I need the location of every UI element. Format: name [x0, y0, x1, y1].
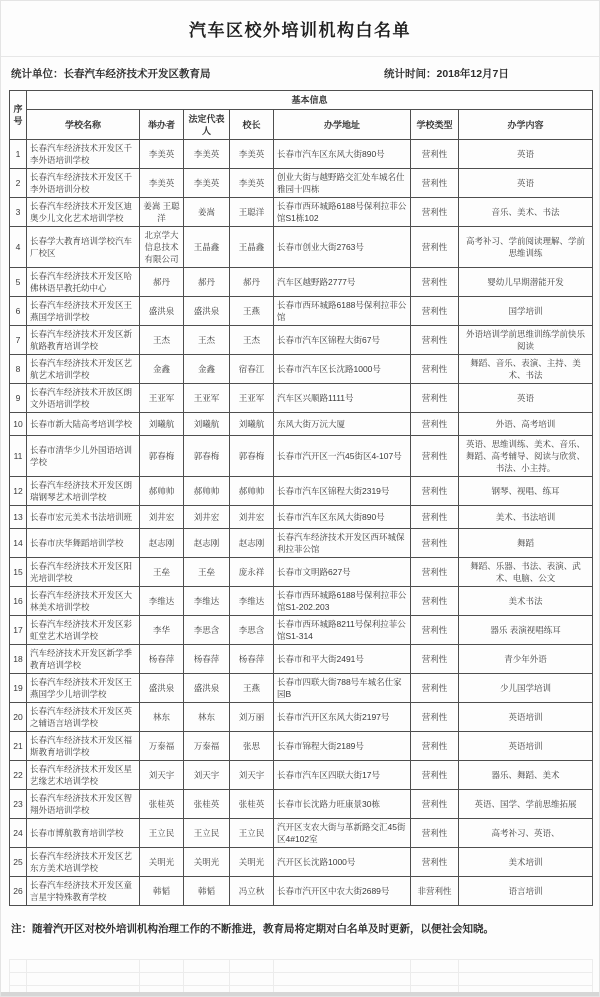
cell-legal-representative: 王垒 — [184, 558, 230, 587]
column-header-school-name: 学校名称 — [27, 110, 140, 140]
cell-principal: 刘井宏 — [230, 506, 274, 529]
cell-school-name: 长春汽车经济技术开放区朗文外语培训学校 — [27, 384, 140, 413]
cell-legal-representative: 关明光 — [184, 848, 230, 877]
cell-school-type: 营利性 — [411, 529, 459, 558]
cell-school-type: 营利性 — [411, 674, 459, 703]
cell-education-content: 英语培训 — [459, 732, 593, 761]
empty-cell — [184, 960, 230, 973]
cell-school-name: 长春汽车经济技术开发区王燕国学培训学校 — [27, 297, 140, 326]
cell-organizer: 郝丹 — [140, 268, 184, 297]
table-row — [10, 268, 593, 297]
cell-no: 18 — [10, 645, 27, 674]
cell-legal-representative: 盛洪泉 — [184, 297, 230, 326]
cell-education-content: 婴幼儿早期潜能开发 — [459, 268, 593, 297]
cell-school-type: 营利性 — [411, 819, 459, 848]
cell-no: 3 — [10, 198, 27, 227]
cell-school-type: 营利性 — [411, 297, 459, 326]
cell-address: 长春市汽车区锦程大街67号 — [274, 326, 411, 355]
cell-organizer: 王杰 — [140, 326, 184, 355]
cell-school-name: 长春汽车经济技术开发区智翔外语培训学校 — [27, 790, 140, 819]
cell-principal: 李美英 — [230, 140, 274, 169]
cell-principal: 王立民 — [230, 819, 274, 848]
cell-school-type: 营利性 — [411, 384, 459, 413]
cell-education-content: 英语、国学、学前思维拓展 — [459, 790, 593, 819]
table-row — [10, 877, 593, 906]
table-row — [10, 732, 593, 761]
cell-school-name: 长春汽车经济技术开发区大林美术培训学校 — [27, 587, 140, 616]
cell-address: 长春市西环城路6188号保利拉菲公馆S1-202.203 — [274, 587, 411, 616]
column-header-principal: 校长 — [230, 110, 274, 140]
table-row — [10, 477, 593, 506]
empty-cell — [27, 960, 140, 973]
cell-no: 15 — [10, 558, 27, 587]
cell-school-type: 营利性 — [411, 268, 459, 297]
cell-school-name: 长春市新大陆高考培训学校 — [27, 413, 140, 436]
table-row — [10, 506, 593, 529]
cell-address: 长春市汽车区四联大街17号 — [274, 761, 411, 790]
cell-school-type: 非营利性 — [411, 877, 459, 906]
cell-education-content: 英语 — [459, 384, 593, 413]
cell-no: 1 — [10, 140, 27, 169]
table-row — [10, 645, 593, 674]
cell-address: 汽开区长沈路1000号 — [274, 848, 411, 877]
cell-address: 长春市四联大街788号车城名仕家园B — [274, 674, 411, 703]
cell-school-name: 长春汽车经济技术开发区哈佛林语早教托幼中心 — [27, 268, 140, 297]
cell-no: 22 — [10, 761, 27, 790]
cell-principal: 刘万丽 — [230, 703, 274, 732]
cell-education-content: 少儿国学培训 — [459, 674, 593, 703]
cell-address: 长春市汽车区东风大街890号 — [274, 140, 411, 169]
cell-address: 长春市汽车区锦程大街2319号 — [274, 477, 411, 506]
empty-cell — [184, 973, 230, 986]
cell-school-name: 长春市清华少儿外国语培训学校 — [27, 436, 140, 477]
cell-school-name: 长春市博航教育培训学校 — [27, 819, 140, 848]
table-column-header-row — [10, 110, 593, 140]
table-row — [10, 616, 593, 645]
cell-principal: 赵志刚 — [230, 529, 274, 558]
cell-education-content: 美术、书法培训 — [459, 506, 593, 529]
table-row — [10, 140, 593, 169]
table-row — [10, 297, 593, 326]
cell-no: 12 — [10, 477, 27, 506]
cell-education-content: 高考补习、学前阅读理解、学前思维训练 — [459, 227, 593, 268]
cell-organizer: 王垒 — [140, 558, 184, 587]
cell-school-type: 营利性 — [411, 227, 459, 268]
cell-legal-representative: 李思含 — [184, 616, 230, 645]
cell-legal-representative: 王立民 — [184, 819, 230, 848]
cell-legal-representative: 刘天宇 — [184, 761, 230, 790]
cell-address: 长春市锦程大街2189号 — [274, 732, 411, 761]
cell-school-name: 长春汽车经济技术开发区阳光培训学校 — [27, 558, 140, 587]
cell-organizer: 李华 — [140, 616, 184, 645]
column-header-no: 序号 — [10, 91, 27, 140]
empty-row — [10, 960, 593, 973]
cell-organizer: 王亚军 — [140, 384, 184, 413]
cell-legal-representative: 李美英 — [184, 140, 230, 169]
cell-school-type: 营利性 — [411, 477, 459, 506]
cell-address: 长春市汽车区长沈路1000号 — [274, 355, 411, 384]
cell-no: 17 — [10, 616, 27, 645]
cell-address: 长春市汽开区中农大街2689号 — [274, 877, 411, 906]
cell-address: 长春市文明路627号 — [274, 558, 411, 587]
cell-address: 东风大街万沅大厦 — [274, 413, 411, 436]
page-title: 汽车区校外培训机构白名单 — [189, 21, 411, 40]
cell-no: 14 — [10, 529, 27, 558]
cell-education-content: 钢琴、视唱、练耳 — [459, 477, 593, 506]
cell-no: 8 — [10, 355, 27, 384]
table-row — [10, 674, 593, 703]
cell-school-name: 长春市庆华舞蹈培训学校 — [27, 529, 140, 558]
cell-legal-representative: 王亚军 — [184, 384, 230, 413]
cell-legal-representative: 金鑫 — [184, 355, 230, 384]
table-row — [10, 384, 593, 413]
cell-address: 汽开区支农大街与革新路交汇45街区4#102室 — [274, 819, 411, 848]
cell-legal-representative: 盛洪泉 — [184, 674, 230, 703]
table-row — [10, 587, 593, 616]
cell-address: 长春市汽开区东风大街2197号 — [274, 703, 411, 732]
cell-education-content: 英语、思维训练、美术、音乐、舞蹈、高考辅导、阅读与欣赏、书法、小主持。 — [459, 436, 593, 477]
cell-address: 长春市汽开区一汽45街区4-107号 — [274, 436, 411, 477]
cell-legal-representative: 刘井宏 — [184, 506, 230, 529]
cell-organizer: 李美英 — [140, 169, 184, 198]
cell-principal: 王杰 — [230, 326, 274, 355]
cell-school-type: 营利性 — [411, 645, 459, 674]
cell-no: 4 — [10, 227, 27, 268]
table-row — [10, 227, 593, 268]
table-row — [10, 198, 593, 227]
empty-cell — [140, 960, 184, 973]
cell-school-type: 营利性 — [411, 140, 459, 169]
cell-principal: 王亚军 — [230, 384, 274, 413]
table-row — [10, 436, 593, 477]
cell-school-type: 营利性 — [411, 506, 459, 529]
cell-principal: 杨春萍 — [230, 645, 274, 674]
cell-no: 11 — [10, 436, 27, 477]
cell-school-type: 营利性 — [411, 558, 459, 587]
statistics-unit-label: 统计单位：长春汽车经济技术开发区教育局 — [11, 68, 211, 80]
footnote: 注：随着汽开区对校外培训机构治理工作的不断推进，教育局将定期对白名单及时更新，以便社会知晓。 — [11, 923, 494, 935]
cell-principal: 关明光 — [230, 848, 274, 877]
table-group-header-row — [10, 91, 593, 110]
cell-principal: 宿春江 — [230, 355, 274, 384]
cell-school-type: 营利性 — [411, 616, 459, 645]
table-row — [10, 326, 593, 355]
table-row — [10, 790, 593, 819]
empty-cell — [10, 960, 27, 973]
empty-row — [10, 973, 593, 986]
cell-school-type: 营利性 — [411, 169, 459, 198]
cell-education-content: 音乐、美术、书法 — [459, 198, 593, 227]
cell-organizer: 赵志刚 — [140, 529, 184, 558]
cell-school-name: 长春汽车经济技术开发区艺航艺术培训学校 — [27, 355, 140, 384]
cell-education-content: 国学培训 — [459, 297, 593, 326]
cell-legal-representative: 姜嵩 — [184, 198, 230, 227]
cell-school-name: 长春汽车经济技术开发区王燕国学少儿培训学校 — [27, 674, 140, 703]
cell-organizer: 李维达 — [140, 587, 184, 616]
cell-school-type: 营利性 — [411, 732, 459, 761]
cell-education-content: 器乐、舞蹈、美术 — [459, 761, 593, 790]
cell-legal-representative: 郝丹 — [184, 268, 230, 297]
cell-principal: 郭春梅 — [230, 436, 274, 477]
cell-no: 2 — [10, 169, 27, 198]
table-row — [10, 413, 593, 436]
cell-address: 长春市创业大街2763号 — [274, 227, 411, 268]
cell-legal-representative: 林东 — [184, 703, 230, 732]
cell-school-name: 长春汽车经济技术开发区新航路教育培训学校 — [27, 326, 140, 355]
empty-cell — [27, 973, 140, 986]
empty-cell — [459, 973, 593, 986]
cell-legal-representative: 刘曦航 — [184, 413, 230, 436]
cell-education-content: 青少年外语 — [459, 645, 593, 674]
cell-legal-representative: 郝帅帅 — [184, 477, 230, 506]
cell-education-content: 英语培训 — [459, 703, 593, 732]
cell-address: 长春市长沈路力旺康景30栋 — [274, 790, 411, 819]
cell-organizer: 王立民 — [140, 819, 184, 848]
cell-no: 5 — [10, 268, 27, 297]
cell-legal-representative: 赵志刚 — [184, 529, 230, 558]
cell-address: 长春市和平大街2491号 — [274, 645, 411, 674]
cell-address: 长春市汽车区东风大街890号 — [274, 506, 411, 529]
table-row — [10, 529, 593, 558]
table-row — [10, 819, 593, 848]
cell-organizer: 郝帅帅 — [140, 477, 184, 506]
cell-no: 6 — [10, 297, 27, 326]
cell-school-type: 营利性 — [411, 848, 459, 877]
table-row — [10, 848, 593, 877]
cell-no: 24 — [10, 819, 27, 848]
empty-cell — [230, 973, 274, 986]
empty-cell — [411, 973, 459, 986]
table-row — [10, 558, 593, 587]
cell-principal: 王晶鑫 — [230, 227, 274, 268]
cell-organizer: 李美英 — [140, 140, 184, 169]
cell-legal-representative: 郭春梅 — [184, 436, 230, 477]
cell-principal: 王聪洋 — [230, 198, 274, 227]
column-header-organizer: 举办者 — [140, 110, 184, 140]
cell-school-name: 长春汽车经济技术开发区福斯教育培训学校 — [27, 732, 140, 761]
cell-principal: 庞永祥 — [230, 558, 274, 587]
cell-organizer: 韩韬 — [140, 877, 184, 906]
cell-school-type: 营利性 — [411, 355, 459, 384]
empty-cell — [10, 973, 27, 986]
table-row — [10, 355, 593, 384]
empty-cell — [140, 973, 184, 986]
cell-legal-representative: 李维达 — [184, 587, 230, 616]
cell-address: 汽车区兴顺路1111号 — [274, 384, 411, 413]
cell-school-type: 营利性 — [411, 790, 459, 819]
cell-school-name: 长春汽车经济技术开发区朗瑞钢琴艺术培训学校 — [27, 477, 140, 506]
cell-principal: 郝帅帅 — [230, 477, 274, 506]
column-header-legal-representative: 法定代表人 — [184, 110, 230, 140]
cell-no: 23 — [10, 790, 27, 819]
cell-principal: 张桂英 — [230, 790, 274, 819]
cell-no: 20 — [10, 703, 27, 732]
empty-cell — [274, 973, 411, 986]
cell-education-content: 美术书法 — [459, 587, 593, 616]
cell-legal-representative: 李美英 — [184, 169, 230, 198]
cell-education-content: 外语、高考培训 — [459, 413, 593, 436]
cell-organizer: 姜嵩 王聪洋 — [140, 198, 184, 227]
cell-no: 9 — [10, 384, 27, 413]
cell-legal-representative: 韩韬 — [184, 877, 230, 906]
cell-address: 汽车区越野路2777号 — [274, 268, 411, 297]
cell-address: 长春市西环城路6188号保利拉菲公馆 — [274, 297, 411, 326]
cell-school-type: 营利性 — [411, 436, 459, 477]
table-row — [10, 169, 593, 198]
cell-legal-representative: 杨春萍 — [184, 645, 230, 674]
meta-row — [1, 56, 599, 90]
cell-principal: 刘天宇 — [230, 761, 274, 790]
cell-no: 21 — [10, 732, 27, 761]
cell-organizer: 盛洪泉 — [140, 674, 184, 703]
cell-school-name: 长春汽车经济技术开发区艺东方美术培训学校 — [27, 848, 140, 877]
table-row — [10, 703, 593, 732]
statistics-time-label: 统计时间：2018年12月7日 — [384, 68, 509, 80]
cell-legal-representative: 万泰福 — [184, 732, 230, 761]
cell-education-content: 器乐 表演视唱练耳 — [459, 616, 593, 645]
cell-education-content: 英语 — [459, 140, 593, 169]
cell-school-name: 长春汽车经济技术开发区千李外语培训学校 — [27, 140, 140, 169]
cell-organizer: 金鑫 — [140, 355, 184, 384]
cell-school-name: 长春汽车经济技术开发区迪奥少儿文化艺术培训学校 — [27, 198, 140, 227]
cell-organizer: 刘曦航 — [140, 413, 184, 436]
cell-organizer: 刘天宇 — [140, 761, 184, 790]
cell-education-content: 舞蹈、音乐、表演、主持、美术、书法 — [459, 355, 593, 384]
cell-principal: 王燕 — [230, 674, 274, 703]
empty-cell — [230, 960, 274, 973]
cell-school-name: 汽车经济技术开发区新学季教育培训学校 — [27, 645, 140, 674]
cell-school-name: 长春汽车经济技术开发区英之辅语言培训学校 — [27, 703, 140, 732]
cell-legal-representative: 张桂英 — [184, 790, 230, 819]
cell-organizer: 林东 — [140, 703, 184, 732]
cell-no: 7 — [10, 326, 27, 355]
cell-organizer: 关明光 — [140, 848, 184, 877]
cell-organizer: 杨春萍 — [140, 645, 184, 674]
cell-organizer: 刘井宏 — [140, 506, 184, 529]
cell-organizer: 北京学大信息技术有限公司 — [140, 227, 184, 268]
empty-cell — [411, 960, 459, 973]
cell-school-name: 长春汽车经济技术开发区星艺缘艺术培训学校 — [27, 761, 140, 790]
cell-school-name: 长春汽车经济技术开发区童言星宇特殊教育学校 — [27, 877, 140, 906]
cell-principal: 刘曦航 — [230, 413, 274, 436]
cell-education-content: 舞蹈 — [459, 529, 593, 558]
empty-cell — [274, 960, 411, 973]
column-header-education-content: 办学内容 — [459, 110, 593, 140]
cell-no: 19 — [10, 674, 27, 703]
cell-school-type: 营利性 — [411, 413, 459, 436]
cell-school-name: 长春市宏元美术书法培训班 — [27, 506, 140, 529]
cell-legal-representative: 王晶鑫 — [184, 227, 230, 268]
cell-principal: 郝丹 — [230, 268, 274, 297]
cell-education-content: 外语培训学前思维训练学前快乐阅读 — [459, 326, 593, 355]
cell-organizer: 郭春梅 — [140, 436, 184, 477]
empty-cell — [459, 960, 593, 973]
title-bar — [1, 1, 599, 56]
cell-no: 16 — [10, 587, 27, 616]
cell-no: 26 — [10, 877, 27, 906]
cell-organizer: 张桂英 — [140, 790, 184, 819]
cell-legal-representative: 王杰 — [184, 326, 230, 355]
cell-principal: 王燕 — [230, 297, 274, 326]
cell-no: 25 — [10, 848, 27, 877]
cell-principal: 李思含 — [230, 616, 274, 645]
group-header-basic-info: 基本信息 — [27, 91, 593, 110]
cell-no: 10 — [10, 413, 27, 436]
cell-education-content: 英语 — [459, 169, 593, 198]
column-header-school-type: 学校类型 — [411, 110, 459, 140]
cell-organizer: 盛洪泉 — [140, 297, 184, 326]
cell-school-type: 营利性 — [411, 703, 459, 732]
cell-school-name: 长春汽车经济技术开发区千李外语培训分校 — [27, 169, 140, 198]
cell-no: 13 — [10, 506, 27, 529]
cell-school-name: 长春汽车经济技术开发区彩虹堂艺术培训学校 — [27, 616, 140, 645]
cell-education-content: 高考补习、英语、 — [459, 819, 593, 848]
cell-school-type: 营利性 — [411, 326, 459, 355]
table-row — [10, 761, 593, 790]
cell-principal: 张思 — [230, 732, 274, 761]
column-header-address: 办学地址 — [274, 110, 411, 140]
cell-school-type: 营利性 — [411, 761, 459, 790]
cell-address: 长春汽车经济技术开发区西环城保利拉菲公馆 — [274, 529, 411, 558]
cell-school-name: 长春学大教育培训学校汽车厂校区 — [27, 227, 140, 268]
cell-address: 创业大街与越野路交汇处车城名仕雅园十四栋 — [274, 169, 411, 198]
cell-school-type: 营利性 — [411, 587, 459, 616]
cell-organizer: 万泰福 — [140, 732, 184, 761]
cell-education-content: 舞蹈、乐器、书法、表演、武术、电脑、公文 — [459, 558, 593, 587]
cell-school-type: 营利性 — [411, 198, 459, 227]
whitelist-table — [9, 90, 593, 906]
cell-address: 长春市西环城路8211号保利拉菲公馆S1-314 — [274, 616, 411, 645]
cell-education-content: 语言培训 — [459, 877, 593, 906]
cell-principal: 李维达 — [230, 587, 274, 616]
page-bottom-edge — [1, 992, 599, 996]
cell-principal: 李美英 — [230, 169, 274, 198]
cell-principal: 冯立秋 — [230, 877, 274, 906]
cell-education-content: 美术培训 — [459, 848, 593, 877]
cell-address: 长春市西环城路6188号保利拉菲公馆S1栋102 — [274, 198, 411, 227]
